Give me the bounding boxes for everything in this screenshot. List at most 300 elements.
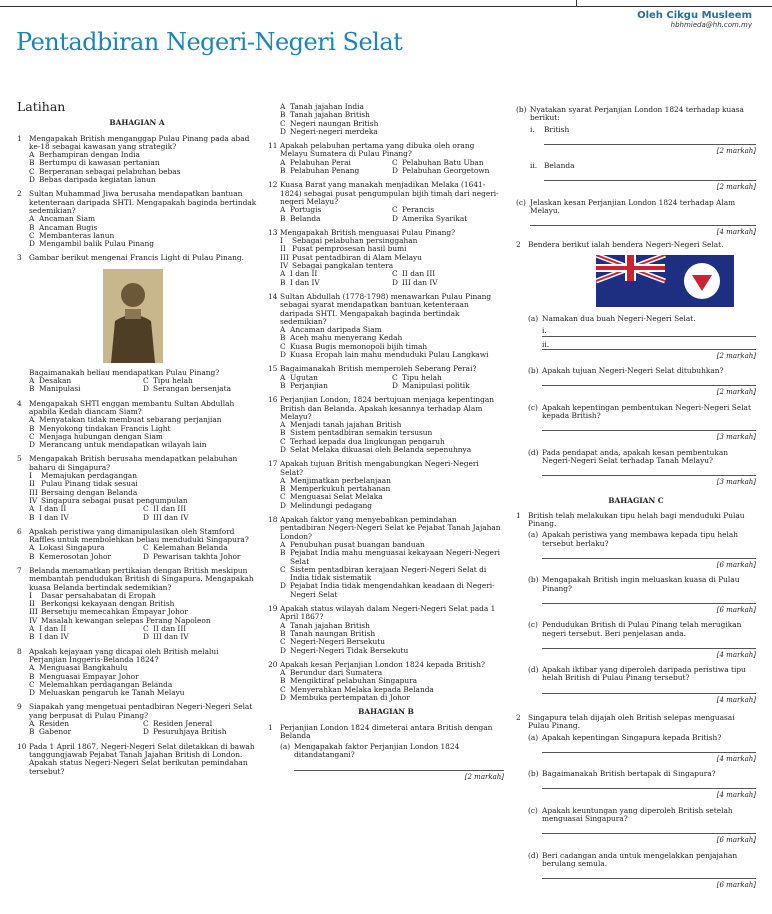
sub-question-body [542, 852, 756, 894]
options-list [29, 151, 257, 184]
francis-light-photo [103, 269, 163, 363]
option-text: II dan III [402, 269, 436, 279]
answer-line [542, 467, 756, 476]
question-text: Pada 1 April 1867, Negeri-Negeri Selat diletakkan di bawah tanggungjawab Pejabat Tanah Jajahan British di London. Apakah status Negeri-Negeri Selat berikutan pemindahan tersebut? [29, 741, 255, 776]
sub-question-label: (d) [528, 850, 539, 860]
option-letter: C [143, 504, 149, 514]
roman-item [530, 126, 756, 160]
question-body [29, 400, 257, 450]
question-body [29, 567, 257, 642]
option-text: Mengambil balik Pulau Pinang [39, 239, 154, 249]
sub-question [516, 199, 756, 241]
sub-question [528, 576, 756, 618]
sub-question-body [542, 449, 756, 491]
statement-numeral: II [29, 479, 35, 489]
question-item [268, 103, 504, 136]
sub-question-text: Namakan dua buah Negeri-Negeri Selat. [542, 313, 696, 323]
option-text: Pelabuhan Batu Uban [402, 157, 484, 167]
answer-line [542, 595, 756, 604]
roman-item [530, 162, 756, 196]
option-text: Melindungi pedagang [290, 500, 372, 510]
sub-question [280, 743, 504, 785]
answer-numeral: i. [542, 326, 547, 336]
section-a-questions-1 [17, 135, 257, 776]
question-item [268, 293, 504, 359]
answer-line [542, 341, 756, 350]
option-text: Pejabat India tidak mengendahkan keadaan di Negeri-Negeri Selat [290, 581, 495, 599]
question-body [280, 229, 504, 287]
question-body [29, 254, 257, 393]
option-letter: D [280, 126, 286, 136]
sub-question-label: (c) [516, 197, 526, 207]
question-number: 1 [268, 722, 273, 732]
option-text: I dan II [39, 624, 67, 634]
option-letter: C [29, 679, 35, 689]
option-letter: A [280, 269, 286, 279]
option-text: I dan IV [39, 632, 69, 642]
option-text: I dan II [290, 269, 318, 279]
sub-question-text: Mengapakah faktor Perjanjian London 1824 ditandatangani? [294, 742, 460, 760]
question-item [268, 605, 504, 655]
options-grid [29, 720, 257, 737]
marks-label: [6 markah] [716, 605, 756, 614]
question-item [268, 516, 504, 599]
options-list [280, 103, 504, 136]
option-letter: B [280, 213, 286, 223]
sub-question-label: (a) [528, 732, 539, 742]
question-item [17, 455, 257, 521]
question-body [280, 396, 504, 454]
sub-question-body [542, 531, 756, 573]
question-item [17, 400, 257, 450]
option-letter: C [29, 431, 35, 441]
roman-numeral: ii. [530, 161, 538, 171]
option-letter: B [280, 676, 286, 686]
question-item [17, 567, 257, 642]
question-item [268, 229, 504, 287]
sub-question-text: Pada pendapat anda, apakah kesan pembentukan Negeri-Negeri Selat terhadap Tanah Melayu? [542, 447, 729, 465]
option-text: Tanah jajahan British [290, 620, 370, 630]
option-text: II dan III [153, 624, 187, 634]
sub-question-text: Apakah iktibar yang diperoleh daripada peristiwa tipu helah British di Pulau Pinang tersebut? [542, 665, 746, 683]
option-letter: B [29, 512, 35, 522]
marks-label: [6 markah] [716, 836, 756, 845]
option-text: Membanteras lanun [39, 230, 115, 240]
statement-text: Dasar persahabatan di Eropah [41, 590, 156, 600]
option-text: Pejabat India mahu menguasai kekayaan Negeri-Negeri Selat [290, 548, 500, 566]
option-text: Pelabuhan Perai [290, 157, 351, 167]
option-letter: A [280, 325, 286, 335]
option-letter: D [29, 688, 35, 698]
question-body [528, 512, 756, 708]
author-email: hbhmieda@hh.com.my [670, 21, 752, 29]
option-letter: A [29, 719, 35, 729]
question-item [268, 724, 504, 785]
sub-question [516, 106, 756, 196]
question-body [280, 181, 504, 222]
option-letter: B [280, 628, 286, 638]
question-item [268, 142, 504, 175]
question-number: 7 [17, 565, 22, 575]
option-letter: A [29, 663, 35, 673]
question-number: 14 [268, 291, 278, 301]
option-letter: A [280, 539, 286, 549]
option-text: Residen Jeneral [153, 719, 213, 729]
marks-label: [4 markah] [716, 791, 756, 800]
question-text: Apakah faktor yang menyebabkan pemindahan pentadbiran Negeri-Negeri Selat ke Pejabat Tanah Jajahan London? [280, 515, 501, 541]
sub-question-text: Apakah peristiwa yang membawa kepada tipu helah tersebut berlaku? [542, 530, 739, 548]
options-list [280, 326, 504, 359]
option-letter: D [29, 239, 35, 249]
statement-text: Berkongsi kekayaan dengan British [41, 599, 175, 609]
option-letter: C [29, 230, 35, 240]
question-item [17, 743, 257, 776]
sub-question [528, 367, 756, 401]
question-text: Apakah tujuan British mengabungkan Negeri-Negeri Selat? [280, 459, 479, 477]
sub-question [528, 734, 756, 768]
sub-question-text: Mengapakah British ingin meluaskan kuasa di Pulau Pinang? [542, 575, 740, 593]
option-text: Pelabuhan Georgetown [402, 166, 490, 176]
statement-text: Sebagai pangkalan tentera [292, 261, 394, 271]
statement-text: Memajukan perdagangan [41, 471, 137, 481]
option-text: Merancang untuk mendapatkan wilayah lain [39, 440, 207, 450]
question-body [528, 241, 756, 491]
question-body [280, 661, 504, 702]
option-text: Kemerosotan Johor [39, 551, 111, 561]
option-letter: B [29, 632, 35, 642]
option-letter: C [392, 372, 398, 382]
options-grid [29, 377, 257, 394]
question-text: Apakah kejayaan yang dicapai oleh British melalui Perjanjian Inggeris-Belanda 1824? [29, 646, 219, 664]
option-letter: D [392, 277, 398, 287]
roman-body [544, 162, 756, 196]
option-text: Melemahkan perdagangan Belanda [39, 679, 173, 689]
question-number: 10 [17, 741, 27, 751]
question-number: 15 [268, 364, 278, 374]
option-letter: D [29, 440, 35, 450]
question-text: Belanda menamatkan pertikaian dengan British meskipun membantah pendudukan British di Singapura. Mengapakah kuasa Belanda bertindak sedemikian? [29, 565, 254, 592]
question-number: 6 [17, 526, 22, 536]
sub-question-label: (a) [280, 742, 291, 752]
statement-text: Singapura sebagai pusat pengumpulan [41, 495, 188, 505]
option-text: Bebas daripada kegiatan lanun [39, 175, 156, 185]
statement-text: Bersaing dengan Belanda [41, 487, 138, 497]
option-text: III dan IV [402, 277, 438, 287]
option-text: Perancis [402, 205, 435, 215]
question-number: 18 [268, 515, 278, 525]
option-letter: B [29, 727, 35, 737]
answer-line [542, 640, 756, 649]
question-number: 9 [17, 702, 22, 712]
marks-label: [2 markah] [716, 146, 756, 155]
option-text: Menguasai Selat Melaka [290, 492, 383, 502]
question-text: British telah melakukan tipu helah bagi menduduki Pulau Pinang. [528, 510, 745, 529]
option-letter: A [29, 415, 35, 425]
sub-question-body [542, 770, 756, 804]
option-letter: A [29, 504, 35, 514]
answer-line [544, 136, 756, 145]
question-item [268, 181, 504, 222]
statement-text: Sebagai pelabuhan persinggahan [292, 236, 418, 246]
options-grid [280, 206, 504, 223]
marks-label: [2 markah] [716, 183, 756, 192]
option-letter: C [280, 341, 286, 351]
sub-question-text: Bagaimanakah British bertapak di Singapura? [542, 769, 716, 779]
option-text: Selat Melaka dikuasai oleh Belanda sepenuhnya [290, 444, 472, 454]
question-body [29, 703, 257, 736]
option-letter: A [280, 620, 286, 630]
sub-question-body [542, 621, 756, 663]
option-text: Menyatakan tidak membuat sebarang perjanjian [39, 415, 222, 425]
option-text: Bertumpu di kawasan pertanian [39, 158, 160, 168]
straits-settlements-flag [596, 255, 734, 307]
sub-question-body [542, 576, 756, 618]
sub-question [528, 315, 756, 364]
sub-question-text: Jelaskan kesan Perjanjian London 1824 terhadap Alam Melayu. [530, 197, 736, 216]
option-text: Serangan bersenjata [153, 384, 232, 394]
sub-question-label: (b) [528, 575, 539, 585]
option-letter: D [280, 581, 286, 591]
sub-question-body [530, 199, 756, 241]
option-letter: D [392, 380, 398, 390]
question-followup: Bagaimanakah beliau mendapatkan Pulau Pinang? [29, 367, 220, 377]
question-text: Singapura telah dijajah oleh British selepas menguasai Pulau Pinang. [528, 712, 735, 731]
option-text: Berhampiran dengan India [39, 150, 140, 160]
marks-label: [6 markah] [716, 561, 756, 570]
option-letter: A [280, 205, 286, 215]
option-text: III dan IV [153, 512, 189, 522]
option-letter: D [280, 500, 286, 510]
roman-text: British [544, 124, 570, 134]
sub-question [528, 666, 756, 708]
answer-line [294, 762, 504, 771]
question-number: 2 [516, 239, 521, 249]
exercise-heading: Latihan [17, 99, 66, 114]
sub-question-label: (b) [516, 105, 527, 114]
question-item [17, 648, 257, 698]
option-text: Manipulasi [39, 384, 81, 394]
option-text: Berundur dari Sumatera [290, 668, 383, 678]
option-text: Pewarisan takhta Johor [153, 551, 241, 561]
option-letter: D [280, 444, 286, 454]
option-text: Ugutan [290, 372, 318, 382]
sub-question [528, 531, 756, 573]
option-letter: A [29, 624, 35, 634]
option-letter: C [280, 564, 286, 574]
statement-numeral: IV [280, 261, 289, 271]
option-letter: B [280, 110, 286, 120]
question-text: Siapakah yang mengetuai pentadbiran Negeri-Negeri Selat yang berpusat di Pulau Pinang? [29, 702, 253, 720]
statement-numeral: III [280, 252, 289, 262]
option-letter: C [143, 719, 149, 729]
roman-text: Belanda [544, 161, 575, 171]
sub-question-text: Apakah tujuan Negeri-Negeri Selat ditubuhkan? [542, 366, 724, 376]
marks-label: [2 markah] [716, 388, 756, 397]
question-number: 3 [17, 253, 22, 263]
option-letter: B [280, 277, 286, 287]
author-name: Oleh Cikgu Musleem [637, 10, 752, 21]
option-text: Manipulasi politik [402, 380, 470, 390]
option-text: Ancaman Siam [39, 214, 96, 224]
option-letter: B [280, 166, 286, 176]
question-item [17, 135, 257, 185]
sub-question-label: (b) [528, 769, 539, 779]
question-item [268, 396, 504, 454]
question-number: 5 [17, 454, 22, 464]
option-letter: C [143, 624, 149, 634]
section-b-question-1 [268, 724, 504, 785]
sub-question-text: Apakah kepentingan pembentukan Negeri-Negeri Selat kepada British? [542, 402, 751, 421]
question-item [516, 512, 756, 708]
option-letter: A [29, 376, 35, 386]
question-text: Sultan Muhammad Jiwa berusaha mendapatkan bantuan ketenteraan daripada SHTI. Mengapakah baginda bertindak sedemikian? [29, 189, 257, 215]
statement-list [280, 237, 504, 270]
question-item [268, 365, 504, 390]
option-text: Pelabuhan Penang [290, 166, 360, 176]
option-letter: D [392, 166, 398, 176]
question-body [29, 135, 257, 185]
question-body [280, 142, 504, 175]
options-grid [29, 505, 257, 522]
question-number: 12 [268, 180, 278, 190]
question-body [528, 714, 756, 894]
option-letter: B [280, 380, 286, 390]
option-letter: C [280, 637, 286, 647]
marks-label: [4 markah] [716, 695, 756, 704]
option-letter: A [280, 102, 286, 111]
options-list [280, 622, 504, 655]
statement-numeral: I [29, 590, 32, 600]
option-text: Desakan [39, 376, 72, 386]
question-number: 4 [17, 398, 22, 408]
statement-numeral: I [29, 471, 32, 481]
option-letter: B [29, 551, 35, 561]
option-text: Kuasa Bugis memonopoli bijih timah [290, 341, 428, 351]
question-number: 2 [516, 712, 521, 722]
sub-question [528, 852, 756, 894]
statement-numeral: III [29, 487, 38, 497]
sub-question-body [542, 315, 756, 364]
answer-line [542, 685, 756, 694]
sub-question-label: (c) [528, 402, 538, 412]
question-body [29, 190, 257, 248]
option-letter: B [280, 428, 286, 438]
author-block [637, 10, 752, 29]
option-letter: D [143, 727, 149, 737]
statement-numeral: IV [29, 615, 38, 625]
option-text: Menyokong tindakan Francis Light [39, 423, 171, 433]
question-number: 1 [17, 133, 22, 143]
sub-question [528, 807, 756, 849]
column-1 [17, 99, 257, 782]
marks-label: [3 markah] [716, 433, 756, 442]
question-text: Perjanjian London, 1824 bertujuan menjaga kepentingan British dan Belanda. Apakah kesannya terhadap Alam Melayu? [280, 395, 495, 421]
option-text: Mengiktiraf pelabuhan Singapura [290, 676, 418, 686]
option-letter: B [280, 548, 286, 558]
question-number: 2 [17, 189, 22, 199]
option-text: Aceh mahu menyerang Kedah [290, 333, 403, 343]
question-body [280, 724, 504, 785]
question-item [516, 241, 756, 491]
question-text: Apakah peristiwa yang dimanipulasikan oleh Stamford Raffles untuk membolehkan beliau menduduki Singapura? [29, 526, 249, 545]
question-item [17, 254, 257, 393]
options-grid [280, 159, 504, 176]
option-letter: D [280, 693, 286, 702]
option-letter: B [29, 158, 35, 168]
options-list [280, 477, 504, 510]
question-text: Kuasa Barat yang manakah menjadikan Melaka (1641-1824) sebagai pusat pengumpulan bijih timah dari negeri-negeri Melayu? [280, 180, 499, 206]
option-text: I dan IV [39, 512, 69, 522]
question-body [280, 365, 504, 390]
question-text: Bendera berikut ialah bendera Negeri-Negeri Selat. [528, 239, 724, 249]
sub-question-label: (c) [528, 805, 538, 815]
option-text: II dan III [153, 504, 187, 514]
question-text: Mengapakah British berusaha mendapatkan pelabuhan baharu di Singapura? [29, 454, 238, 472]
option-letter: D [143, 384, 149, 394]
question-text: Sultan Abdullah (1778-1798) menawarkan Pulau Pinang sebagai syarat mendapatkan bantuan ketenteraan daripada SHTI. Mengapakah baginda bertindak sedemikian? [280, 291, 492, 326]
question-text: Mengapakah British menguasai Pulau Pinang? [280, 227, 456, 237]
option-letter: A [29, 543, 35, 553]
sub-question-text: Pendudukan British di Pulau Pinang telah merugikan negeri tersebut. Beri penjelasan anda. [542, 620, 742, 638]
question-body [280, 516, 504, 599]
question-number: 17 [268, 459, 278, 469]
option-text: I dan II [39, 504, 67, 514]
option-letter: B [29, 384, 35, 394]
question-number: 19 [268, 604, 278, 614]
option-text: Amerika Syarikat [402, 213, 468, 223]
statement-list [29, 472, 257, 505]
answer-line [542, 327, 756, 336]
answer-line [544, 172, 756, 181]
option-letter: C [280, 492, 286, 502]
question-text: Mengapakah British menganggap Pulau Pinang pada abad ke-18 sebagai kawasan yang strategik? [29, 133, 250, 151]
question-body [29, 648, 257, 698]
question-item [17, 528, 257, 561]
page-title: Pentadbiran Negeri-Negeri Selat [16, 28, 403, 56]
question-number: 1 [516, 510, 521, 520]
question-text: Apakah status wilayah dalam Negeri-Negeri Selat pada 1 April 1867? [280, 604, 496, 622]
statement-text: Pusat pentadbiran di Alam Melayu [292, 252, 422, 262]
answer-line [542, 744, 756, 753]
option-text: Portugis [290, 205, 322, 215]
marks-label: [3 markah] [716, 478, 756, 487]
top-rule [0, 6, 772, 7]
option-letter: C [392, 269, 398, 279]
option-text: Tanah jajahan British [290, 110, 370, 120]
option-letter: D [143, 512, 149, 522]
option-text: Membuka pertempatan di Johor [290, 693, 410, 702]
sub-question-body [542, 404, 756, 446]
option-text: I dan IV [290, 277, 320, 287]
question-text: Apakah pelabuhan pertama yang dibuka oleh orang Melayu Sumatera di Pulau Pinang? [280, 141, 475, 159]
statement-numeral: I [280, 236, 283, 246]
question-body [29, 528, 257, 561]
question-body [29, 455, 257, 521]
marks-label: [4 markah] [716, 228, 756, 237]
sub-question-label: (d) [528, 447, 539, 457]
option-text: Residen [39, 719, 69, 729]
option-letter: C [280, 118, 286, 128]
option-text: Menguasai Empayar Johor [39, 671, 139, 681]
statement-text: Masalah kewangan selepas Perang Napoleon [41, 615, 211, 625]
option-text: Menjadi tanah jajahan British [290, 420, 402, 430]
option-text: Berperanan sebagai pelabuhan bebas [39, 166, 181, 176]
option-text: Menguasai Bangkahulu [39, 663, 128, 673]
option-text: Penubuhan pusat buangan banduan [290, 539, 425, 549]
question-number: 11 [268, 141, 278, 151]
answer-line [530, 217, 756, 226]
option-text: Negeri-Negeri Tidak Bersekutu [290, 645, 409, 655]
